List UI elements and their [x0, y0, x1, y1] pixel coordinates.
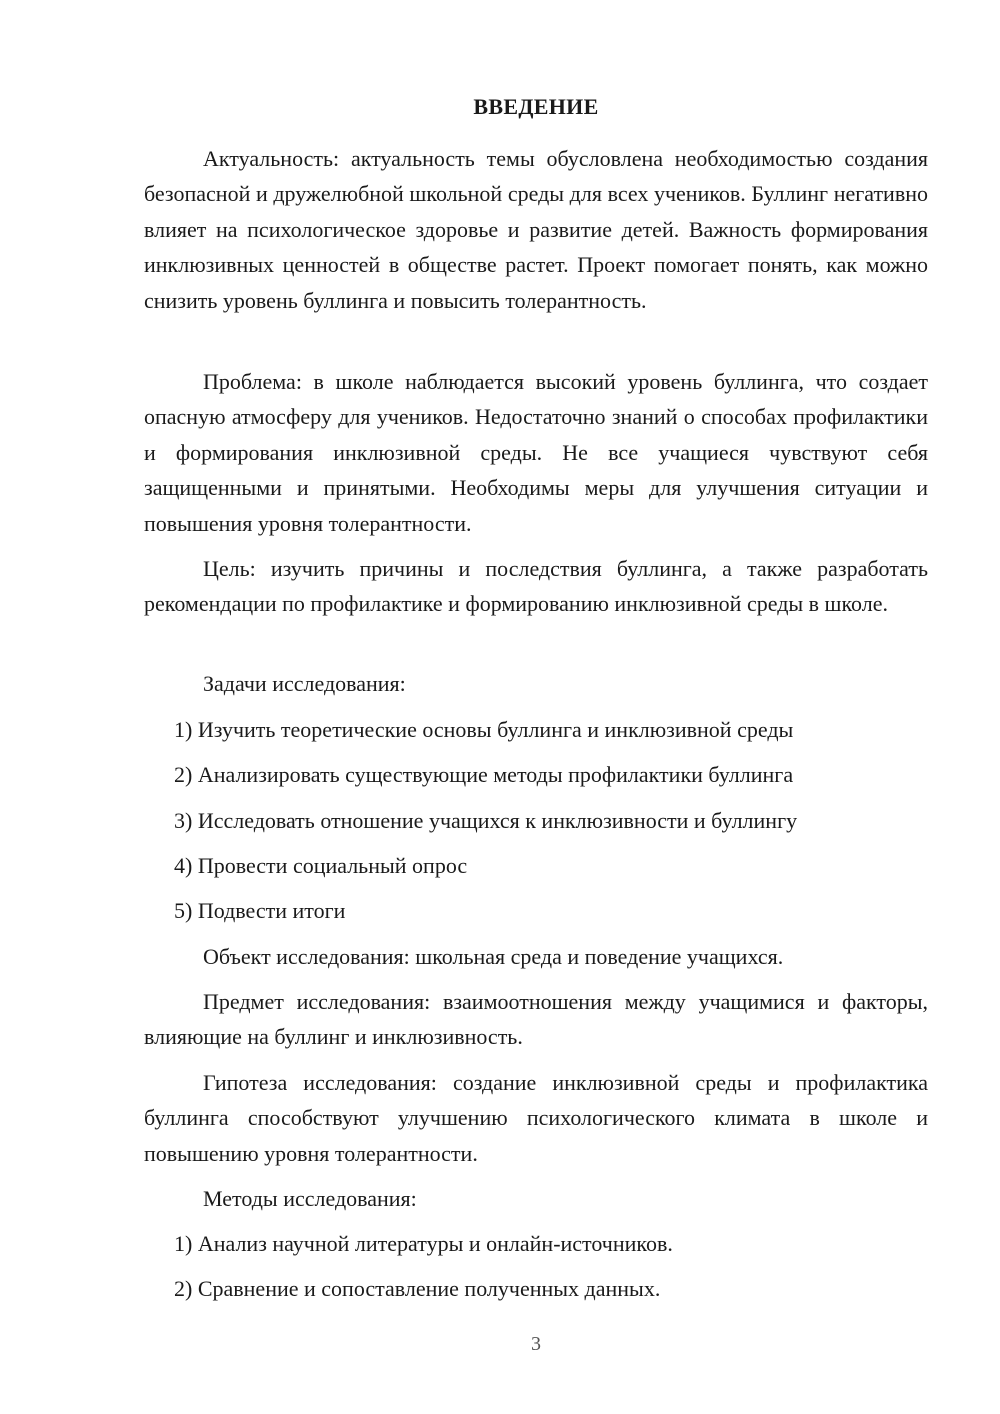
task-item-3: 3) Исследовать отношение учащихся к инклюзивности и буллингу	[174, 808, 798, 833]
task-item-1: 1) Изучить теоретические основы буллинга и инклюзивной среды	[174, 717, 794, 742]
hypothesis-paragraph: Гипотеза исследования: создание инклюзивной среды и профилактика буллинга способствуют улучшению психологического климата в школе и повышению уровня толерантности.	[144, 1070, 928, 1166]
page-number: 3	[531, 1333, 541, 1355]
problem-paragraph: Проблема: в школе наблюдается высокий уровень буллинга, что создает опасную атмосферу для учеников. Недостаточно знаний о способах профилактики и формирования инклюзивной среды. Не все учащиеся чувствуют себя защищенными и принятыми. Необходимы меры для улучшения ситуации и повышения уровня толерантности.	[144, 369, 928, 536]
relevance-paragraph: Актуальность: актуальность темы обусловлена необходимостью создания безопасной и дружелюбной школьной среды для всех учеников. Буллинг негативно влияет на психологическое здоровье и развитие детей. Важность формирования инклюзивных ценностей в обществе растет. Проект помогает понять, как можно снизить уровень буллинга и повысить толерантность.	[144, 146, 928, 313]
page-title: ВВЕДЕНИЕ	[473, 94, 599, 119]
methods-heading: Методы исследования:	[203, 1186, 417, 1211]
task-item-5: 5) Подвести итоги	[174, 898, 346, 923]
tasks-heading: Задачи исследования:	[203, 671, 406, 696]
method-item-1: 1) Анализ научной литературы и онлайн-источников.	[174, 1231, 673, 1256]
method-item-2: 2) Сравнение и сопоставление полученных данных.	[174, 1276, 661, 1301]
task-item-4: 4) Провести социальный опрос	[174, 853, 468, 878]
object-paragraph: Объект исследования: школьная среда и поведение учащихся.	[203, 944, 784, 969]
task-item-2: 2) Анализировать существующие методы профилактики буллинга	[174, 762, 794, 787]
goal-paragraph: Цель: изучить причины и последствия буллинга, а также разработать рекомендации по профилактике и формированию инклюзивной среды в школе.	[144, 556, 928, 617]
subject-paragraph: Предмет исследования: взаимоотношения между учащимися и факторы, влияющие на буллинг и инклюзивность.	[144, 989, 928, 1050]
